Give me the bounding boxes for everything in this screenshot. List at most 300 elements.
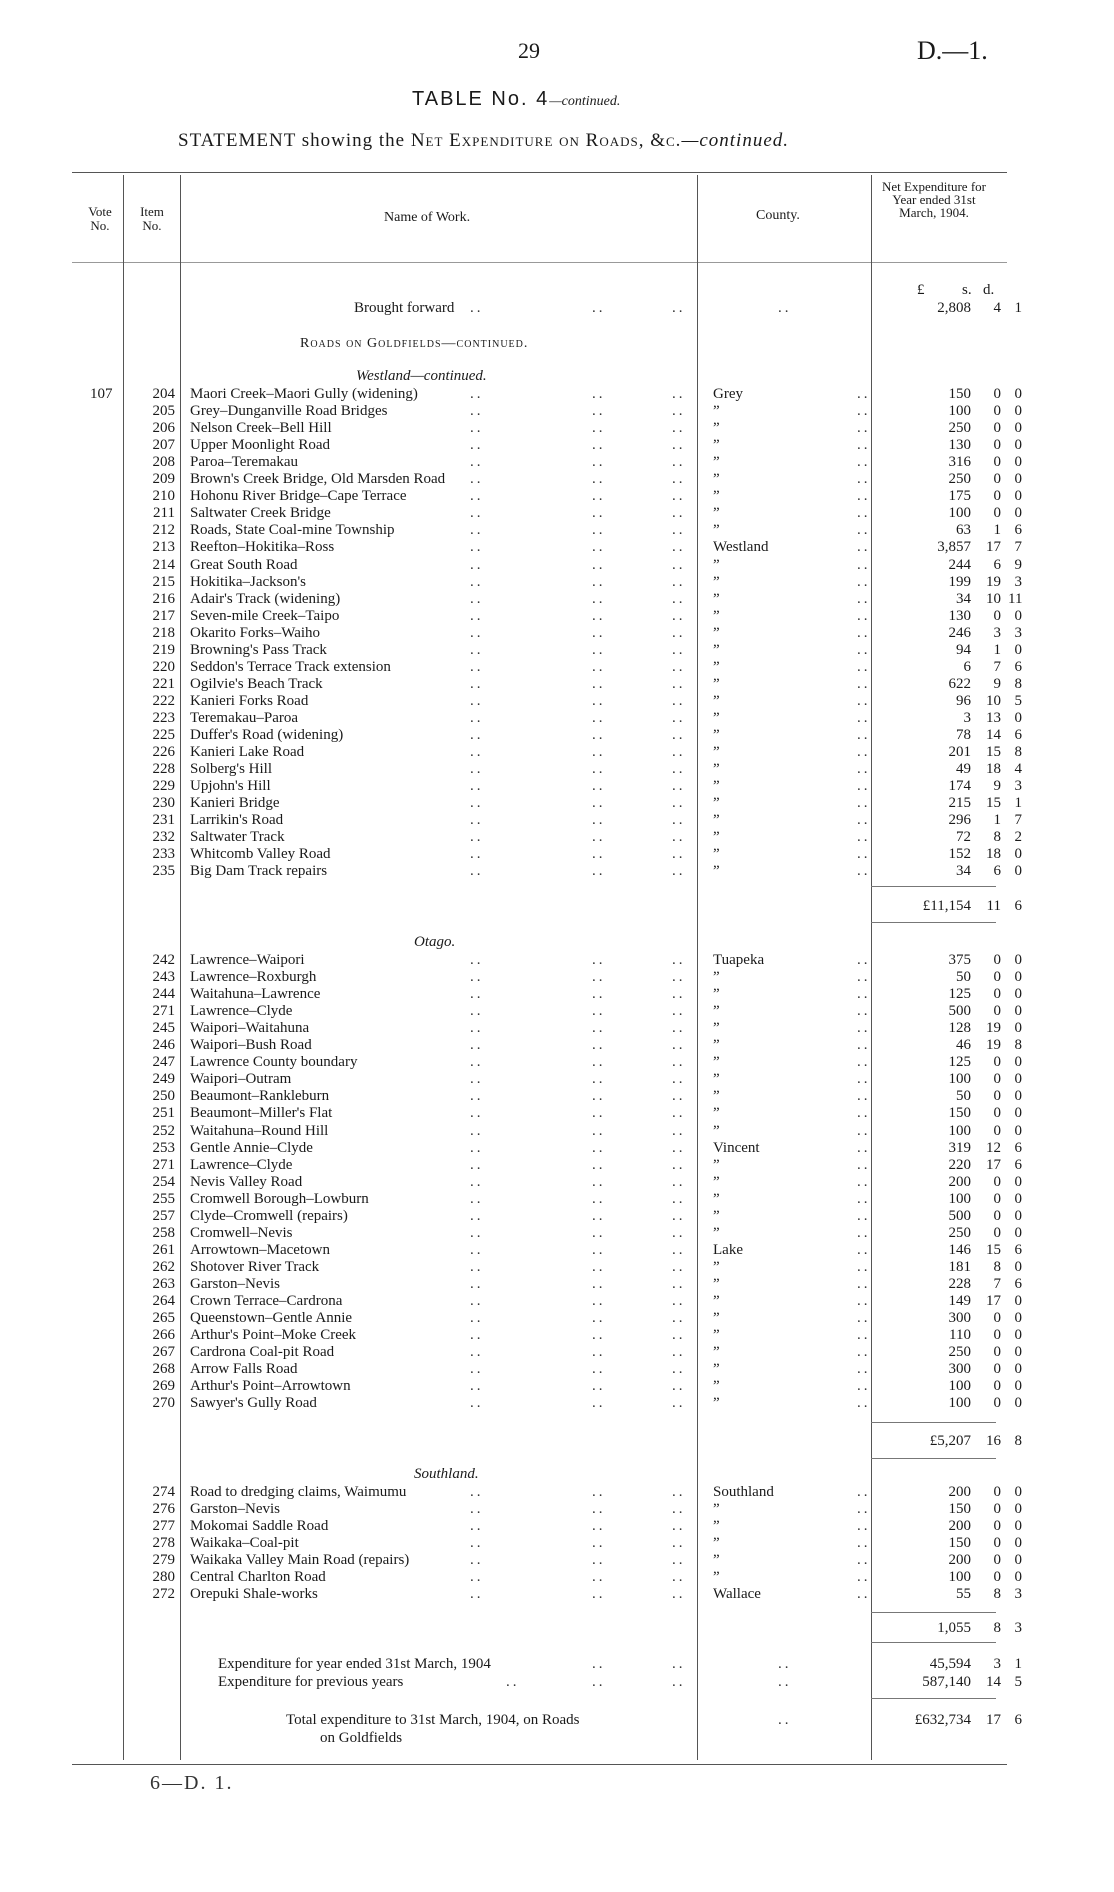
- amount-pounds: 149: [948, 1293, 971, 1309]
- amount-shillings: 0: [993, 386, 1001, 402]
- leader-dots: ..: [857, 624, 871, 641]
- leader-dots: ..: [592, 1020, 606, 1037]
- table-row: [0, 1123, 1114, 1140]
- leader-dots: ..: [592, 539, 606, 556]
- amount-pence: 0: [1014, 1173, 1022, 1190]
- county-name: ”: [713, 829, 720, 846]
- leader-dots: ..: [672, 1344, 686, 1361]
- table-row: [0, 727, 1114, 744]
- county-name: ”: [713, 522, 720, 539]
- leader-dots: ..: [672, 952, 686, 968]
- leader-dots: ..: [672, 744, 686, 761]
- item-number: 258: [152, 1224, 175, 1241]
- leader-dots: ..: [857, 1258, 871, 1275]
- leader-dots: ..: [857, 727, 871, 743]
- amount-shillings: 0: [993, 1518, 1001, 1535]
- table-subtitle: [178, 130, 789, 152]
- leader-dots: ..: [672, 607, 686, 624]
- leader-dots: ..: [857, 1484, 871, 1500]
- leader-dots: ..: [672, 1535, 686, 1552]
- table-row: [0, 1276, 1114, 1293]
- leader-dots: ..: [857, 607, 871, 624]
- leader-dots: ..: [778, 1712, 792, 1728]
- work-name: Waipori–Outram: [190, 1071, 292, 1088]
- item-number: 262: [152, 1258, 175, 1275]
- header-bottom-rule: [72, 262, 1007, 263]
- work-name: Mokomai Saddle Road: [190, 1518, 329, 1535]
- otago-subtotal-pence: 8: [1014, 1433, 1022, 1449]
- county-name: ”: [713, 1258, 720, 1275]
- county-name: ”: [713, 1224, 720, 1241]
- table-row: [0, 1293, 1114, 1310]
- item-number: 213: [152, 539, 175, 556]
- amount-pounds: 100: [948, 1395, 971, 1412]
- amount-pounds: 201: [948, 744, 971, 761]
- leader-dots: ..: [470, 1037, 484, 1054]
- table-row: [0, 1208, 1114, 1225]
- item-number: 247: [152, 1054, 175, 1071]
- leader-dots: ..: [592, 488, 606, 505]
- county-name: ”: [713, 1088, 720, 1105]
- leader-dots: ..: [592, 386, 606, 402]
- county-name: ”: [713, 1020, 720, 1037]
- leader-dots: ..: [857, 471, 871, 488]
- county-name: ”: [713, 658, 720, 675]
- table-top-rule: [72, 172, 1007, 173]
- leader-dots: ..: [672, 1310, 686, 1327]
- amount-shillings: 17: [986, 1156, 1001, 1173]
- item-number: 232: [152, 829, 175, 846]
- table-row: [0, 1105, 1114, 1122]
- amount-pence: 0: [1014, 1361, 1022, 1378]
- leader-dots: ..: [857, 1344, 871, 1361]
- amount-pence: 0: [1014, 863, 1022, 880]
- amount-pounds: 100: [948, 1122, 971, 1139]
- amount-pence: 5: [1014, 692, 1022, 709]
- amount-shillings: 0: [993, 437, 1001, 454]
- amount-shillings: 0: [993, 986, 1001, 1003]
- leader-dots: ..: [592, 1037, 606, 1054]
- work-name: Waikaka–Coal-pit: [190, 1535, 299, 1552]
- subtotal-rule: [871, 1458, 996, 1459]
- amount-shillings: 0: [993, 471, 1001, 488]
- item-number: 229: [152, 778, 175, 795]
- leader-dots: ..: [592, 522, 606, 539]
- amount-pounds: 100: [948, 403, 971, 420]
- westland-subtotal-row: [0, 898, 1114, 915]
- table-row: [0, 488, 1114, 505]
- leader-dots: ..: [470, 1395, 484, 1412]
- table-row: [0, 846, 1114, 863]
- leader-dots: ..: [857, 573, 871, 590]
- table-row: [0, 403, 1114, 420]
- leader-dots: ..: [857, 1088, 871, 1105]
- leader-dots: ..: [592, 986, 606, 1003]
- amount-shillings: 0: [993, 505, 1001, 522]
- leader-dots: ..: [592, 1088, 606, 1105]
- amount-pounds: 72: [956, 829, 971, 846]
- amount-shillings: 19: [986, 1037, 1001, 1054]
- table-row: [0, 1088, 1114, 1105]
- leader-dots: ..: [672, 761, 686, 778]
- county-name: ”: [713, 727, 720, 743]
- table-row: [0, 386, 1114, 403]
- table-row: [0, 863, 1114, 880]
- item-number: 245: [152, 1020, 175, 1037]
- amount-shillings: 0: [993, 403, 1001, 420]
- table-row: [0, 1327, 1114, 1344]
- table-title-main: TABLE No. 4: [412, 88, 550, 110]
- leader-dots: ..: [857, 454, 871, 471]
- leader-dots: ..: [672, 437, 686, 454]
- table-row: [0, 1344, 1114, 1361]
- table-row: [0, 1003, 1114, 1020]
- leader-dots: ..: [592, 675, 606, 692]
- amount-pounds: 174: [948, 778, 971, 795]
- leader-dots: ..: [470, 709, 484, 726]
- amount-pence: 0: [1014, 1501, 1022, 1518]
- leader-dots: ..: [672, 1122, 686, 1139]
- work-name: Beaumont–Rankleburn: [190, 1088, 330, 1105]
- table-row: [0, 1569, 1114, 1586]
- table-title-suffix: —continued.: [549, 94, 621, 109]
- item-number: 211: [153, 505, 175, 522]
- leader-dots: ..: [672, 573, 686, 590]
- leader-dots: ..: [470, 641, 484, 658]
- amount-shillings: 6: [993, 863, 1001, 880]
- grand-total-label-line1: Total expenditure to 31st March, 1904, on Roads: [286, 1712, 580, 1728]
- table-row: [0, 1361, 1114, 1378]
- item-number: 244: [152, 986, 175, 1003]
- leader-dots: ..: [592, 573, 606, 590]
- item-number: 222: [152, 692, 175, 709]
- leader-dots: ..: [672, 1518, 686, 1535]
- leader-dots: ..: [672, 522, 686, 539]
- amount-pence: 0: [1014, 1258, 1022, 1275]
- work-name: Cardrona Coal-pit Road: [190, 1344, 335, 1361]
- county-name: ”: [713, 607, 720, 624]
- work-name: Gentle Annie–Clyde: [190, 1139, 313, 1156]
- subtotal-rule: [871, 886, 996, 887]
- leader-dots: ..: [592, 1569, 606, 1586]
- table-row: [0, 574, 1114, 591]
- leader-dots: ..: [672, 454, 686, 471]
- county-name: ”: [713, 1361, 720, 1378]
- work-name: Arrow Falls Road: [190, 1361, 298, 1378]
- work-name: Nevis Valley Road: [190, 1173, 303, 1190]
- amount-shillings: 10: [986, 692, 1001, 709]
- leader-dots: ..: [470, 1484, 484, 1500]
- county-name: ”: [713, 1156, 720, 1173]
- county-name: ”: [713, 624, 720, 641]
- leader-dots: ..: [470, 1071, 484, 1088]
- amount-pence: 0: [1014, 1395, 1022, 1412]
- leader-dots: ..: [857, 1361, 871, 1378]
- previous-expenditure-shillings: 14: [986, 1674, 1001, 1690]
- county-name: ”: [713, 1327, 720, 1344]
- amount-shillings: 17: [986, 1293, 1001, 1309]
- amount-pounds: 3,857: [937, 539, 971, 556]
- leader-dots: ..: [470, 471, 484, 488]
- amount-shillings: 0: [993, 1207, 1001, 1224]
- item-number: 216: [152, 590, 175, 607]
- county-name: ”: [713, 420, 720, 437]
- leader-dots: ..: [672, 624, 686, 641]
- amount-shillings: 10: [986, 590, 1001, 607]
- leader-dots: ..: [857, 1173, 871, 1190]
- amount-shillings: 0: [993, 1327, 1001, 1344]
- work-name: Waitahuna–Lawrence: [190, 986, 321, 1003]
- amount-pounds: 316: [948, 454, 971, 471]
- county-name: ”: [713, 1071, 720, 1088]
- amount-pounds: 199: [948, 573, 971, 590]
- leader-dots: ..: [592, 969, 606, 986]
- leader-dots: ..: [672, 727, 686, 743]
- otago-subtotal-row: [0, 1433, 1114, 1450]
- amount-pence: 8: [1014, 1037, 1022, 1054]
- work-name: Lawrence–Clyde: [190, 1156, 293, 1173]
- document-reference: D.—1.: [917, 36, 988, 65]
- work-name: Central Charlton Road: [190, 1569, 326, 1586]
- county-name: ”: [713, 454, 720, 471]
- item-number: 276: [152, 1501, 175, 1518]
- amount-shillings: 0: [993, 1569, 1001, 1586]
- amount-pence: 8: [1014, 744, 1022, 761]
- county-name: ”: [713, 437, 720, 454]
- leader-dots: ..: [672, 812, 686, 829]
- work-name: Kanieri Lake Road: [190, 744, 305, 761]
- amount-pounds: 200: [948, 1518, 971, 1535]
- amount-shillings: 0: [993, 1190, 1001, 1207]
- leader-dots: ..: [592, 1501, 606, 1518]
- westland-subtotal-pence: 6: [1014, 898, 1022, 914]
- item-number: 266: [152, 1327, 175, 1344]
- county-name: ”: [713, 1395, 720, 1412]
- amount-pence: 0: [1014, 1569, 1022, 1586]
- amount-pounds: 50: [956, 1088, 971, 1105]
- amount-pounds: 96: [956, 692, 971, 709]
- amount-shillings: 0: [993, 607, 1001, 624]
- leader-dots: ..: [592, 1518, 606, 1535]
- table-row: [0, 812, 1114, 829]
- leader-dots: ..: [592, 403, 606, 420]
- table-row: [0, 1174, 1114, 1191]
- county-name: ”: [713, 969, 720, 986]
- amount-pounds: 100: [948, 1071, 971, 1088]
- amount-shillings: 0: [993, 454, 1001, 471]
- county-name: ”: [713, 1501, 720, 1518]
- leader-dots: ..: [470, 1054, 484, 1071]
- amount-shillings: 7: [993, 1275, 1001, 1292]
- leader-dots: ..: [857, 846, 871, 863]
- leader-dots: ..: [470, 420, 484, 437]
- county-name: ”: [713, 795, 720, 812]
- amount-pounds: 100: [948, 1569, 971, 1586]
- leader-dots: ..: [857, 1310, 871, 1327]
- amount-pounds: 46: [956, 1037, 971, 1054]
- year-expenditure-pounds: 45,594: [929, 1656, 971, 1672]
- item-number: 271: [152, 1003, 175, 1020]
- table-row: [0, 471, 1114, 488]
- amount-pounds: 622: [948, 675, 971, 692]
- amount-pounds: 200: [948, 1173, 971, 1190]
- item-number: 242: [152, 952, 175, 968]
- leader-dots: ..: [592, 1378, 606, 1395]
- leader-dots: ..: [592, 1293, 606, 1309]
- amount-pounds: 130: [948, 607, 971, 624]
- table-row: [0, 659, 1114, 676]
- leader-dots: ..: [672, 795, 686, 812]
- amount-pence: 6: [1014, 1156, 1022, 1173]
- amount-pence: 0: [1014, 1327, 1022, 1344]
- work-name: Lawrence County boundary: [190, 1054, 358, 1071]
- county-name: ”: [713, 590, 720, 607]
- amount-pence: 6: [1014, 727, 1022, 743]
- leader-dots: ..: [857, 1535, 871, 1552]
- leader-dots: ..: [470, 1122, 484, 1139]
- leader-dots: ..: [857, 812, 871, 829]
- table-row: [0, 522, 1114, 539]
- leader-dots: ..: [672, 1054, 686, 1071]
- leader-dots: ..: [857, 1071, 871, 1088]
- amount-pence: 0: [1014, 1190, 1022, 1207]
- county-name: Wallace: [713, 1586, 761, 1603]
- county-name: Southland: [713, 1484, 774, 1500]
- leader-dots: ..: [470, 386, 484, 402]
- leader-dots: ..: [672, 641, 686, 658]
- county-name: ”: [713, 488, 720, 505]
- county-name: ”: [713, 1293, 720, 1309]
- amount-pence: 0: [1014, 1003, 1022, 1020]
- leader-dots: ..: [592, 1395, 606, 1412]
- amount-pounds: 296: [948, 812, 971, 829]
- amount-shillings: 12: [986, 1139, 1001, 1156]
- leader-dots: ..: [857, 709, 871, 726]
- amount-pounds: 94: [956, 641, 971, 658]
- leader-dots: ..: [592, 1105, 606, 1122]
- amount-shillings: 9: [993, 675, 1001, 692]
- amount-shillings: 1: [993, 641, 1001, 658]
- leader-dots: ..: [592, 556, 606, 573]
- work-name: Ogilvie's Beach Track: [190, 675, 323, 692]
- leader-dots: ..: [470, 1190, 484, 1207]
- leader-dots: ..: [470, 727, 484, 743]
- amount-pounds: 500: [948, 1003, 971, 1020]
- leader-dots: ..: [592, 590, 606, 607]
- leader-dots: ..: [672, 1361, 686, 1378]
- item-number: 254: [152, 1173, 175, 1190]
- amount-pence: 0: [1014, 1344, 1022, 1361]
- county-name: Westland: [713, 539, 769, 556]
- leader-dots: ..: [470, 1241, 484, 1258]
- amount-pence: 0: [1014, 607, 1022, 624]
- item-number: 252: [152, 1122, 175, 1139]
- work-name: Orepuki Shale-works: [190, 1586, 318, 1603]
- county-name: ”: [713, 1344, 720, 1361]
- work-name: Paroa–Teremakau: [190, 454, 299, 471]
- grand-total-shillings: 17: [986, 1712, 1001, 1728]
- item-number: 279: [152, 1552, 175, 1569]
- item-number: 235: [152, 863, 175, 880]
- work-name: Sawyer's Gully Road: [190, 1395, 317, 1412]
- amount-pounds: 110: [949, 1327, 971, 1344]
- leader-dots: ..: [470, 812, 484, 829]
- item-number: 277: [152, 1518, 175, 1535]
- amount-pence: 0: [1014, 1484, 1022, 1500]
- item-number: 249: [152, 1071, 175, 1088]
- amount-pounds: 6: [963, 658, 971, 675]
- item-number: 231: [152, 812, 175, 829]
- amount-shillings: 0: [993, 420, 1001, 437]
- county-name: Grey: [713, 386, 743, 402]
- amount-pence: 6: [1014, 1139, 1022, 1156]
- amount-shillings: 18: [986, 846, 1001, 863]
- table-row: [0, 761, 1114, 778]
- leader-dots: ..: [857, 522, 871, 539]
- work-name: Grey–Dunganville Road Bridges: [190, 403, 388, 420]
- leader-dots: ..: [470, 1173, 484, 1190]
- amount-pounds: 146: [948, 1241, 971, 1258]
- leader-dots: ..: [672, 986, 686, 1003]
- work-name: Saltwater Creek Bridge: [190, 505, 331, 522]
- item-number: 207: [152, 437, 175, 454]
- county-name: ”: [713, 846, 720, 863]
- table-row: [0, 1501, 1114, 1518]
- leader-dots: ..: [592, 952, 606, 968]
- table-row: [0, 1242, 1114, 1259]
- leader-dots: ..: [672, 488, 686, 505]
- amount-pounds: 100: [948, 1378, 971, 1395]
- table-row: [0, 454, 1114, 471]
- amount-pence: 8: [1014, 675, 1022, 692]
- leader-dots: ..: [592, 607, 606, 624]
- table-row: [0, 829, 1114, 846]
- leader-dots: ..: [672, 1275, 686, 1292]
- leader-dots: ..: [470, 1569, 484, 1586]
- item-number: 228: [152, 761, 175, 778]
- leader-dots: ..: [592, 727, 606, 743]
- leader-dots: ..: [857, 744, 871, 761]
- leader-dots: ..: [470, 1003, 484, 1020]
- leader-dots: ..: [470, 1275, 484, 1292]
- printer-signature: 6—D. 1.: [150, 1772, 234, 1794]
- leader-dots: ..: [592, 1656, 606, 1672]
- item-number: 271: [152, 1156, 175, 1173]
- amount-shillings: 0: [993, 1054, 1001, 1071]
- item-number: 243: [152, 969, 175, 986]
- leader-dots: ..: [592, 1484, 606, 1500]
- amount-pounds: 55: [956, 1586, 971, 1603]
- amount-pence: 3: [1014, 573, 1022, 590]
- col-header-item: Item No.: [140, 204, 164, 233]
- county-name: Tuapeka: [713, 952, 765, 968]
- amount-pence: 0: [1014, 969, 1022, 986]
- amount-pence: 0: [1014, 386, 1022, 402]
- leader-dots: ..: [470, 1139, 484, 1156]
- county-name: ”: [713, 1003, 720, 1020]
- amount-pounds: 244: [948, 556, 971, 573]
- work-name: Roads, State Coal-mine Township: [190, 522, 395, 539]
- table-row: [0, 642, 1114, 659]
- westland-subtotal-pounds: £11,154: [922, 898, 971, 914]
- table-row: [0, 1552, 1114, 1569]
- amount-shillings: 0: [993, 1310, 1001, 1327]
- southland-subtotal-pence: 3: [1014, 1620, 1022, 1636]
- work-name: Lawrence–Roxburgh: [190, 969, 317, 986]
- amount-pence: 11: [1008, 590, 1023, 607]
- work-name: Waipori–Waitahuna: [190, 1020, 310, 1037]
- table-row: [0, 591, 1114, 608]
